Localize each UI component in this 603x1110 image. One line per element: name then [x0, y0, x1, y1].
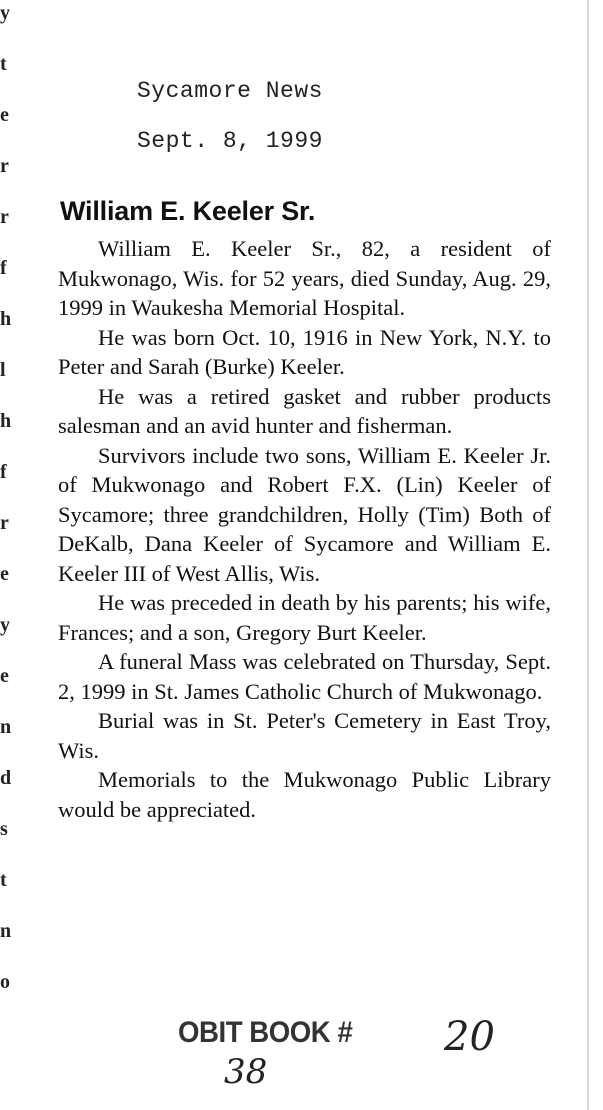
column-fragment-letter: r: [0, 155, 9, 177]
column-fragment-letter: s: [0, 818, 8, 840]
column-fragment-letter: n: [0, 920, 12, 942]
handwritten-page-number: 38: [224, 1052, 268, 1092]
column-fragment-letter: r: [0, 512, 9, 534]
column-fragment-letter: f: [0, 257, 7, 279]
publication-date: Sept. 8, 1999: [137, 128, 323, 154]
handwritten-book-number: 20: [444, 1014, 495, 1060]
paragraph-funeral-mass: A funeral Mass was celebrated on Thursday, Sept. 2, 1999 in St. James Catholic Church of Mukwonago.: [58, 649, 551, 704]
column-fragment-letter: y: [0, 614, 10, 636]
column-fragment-letter: l: [0, 359, 6, 381]
column-fragment-letter: n: [0, 716, 12, 738]
column-fragment-letter: t: [0, 53, 7, 75]
column-fragment-letter: o: [0, 971, 10, 993]
newspaper-source: Sycamore News: [137, 78, 323, 104]
column-fragment-letter: r: [0, 206, 9, 228]
paragraph-preceded-in-death: He was preceded in death by his parents; his wife, Frances; and a son, Gregory Burt Keeler.: [58, 590, 551, 645]
column-fragment-letter: h: [0, 308, 12, 330]
paragraph-birth: He was born Oct. 10, 1916 in New York, N.Y. to Peter and Sarah (Burke) Keeler.: [58, 324, 551, 379]
column-fragment-letter: y: [0, 2, 10, 24]
column-fragment-letter: f: [0, 461, 7, 483]
paragraph-survivors: Survivors include two sons, William E. Keeler Jr. of Mukwonago and Robert F.X. (Lin) Keeler of Sycamore; three grandchildren, Holly (Tim) Both of DeKalb, Dana Keeler of Sycamore and William E. Keeler III of West Allis, Wis.: [58, 442, 551, 586]
column-fragment-letter: h: [0, 410, 12, 432]
obit-book-stamp: OBIT BOOK #: [178, 1016, 353, 1049]
column-fragment-letter: e: [0, 563, 9, 585]
column-fragment-letter: t: [0, 869, 7, 891]
obituary-body: [58, 234, 551, 824]
column-fragment-letter: e: [0, 665, 9, 687]
paragraph-career: He was a retired gasket and rubber products salesman and an avid hunter and fisherman.: [58, 383, 551, 438]
obituary-headline: William E. Keeler Sr.: [60, 196, 316, 226]
clipping-edge-divider: [587, 0, 589, 1110]
paragraph-memorials: Memorials to the Mukwonago Public Library would be appreciated.: [58, 767, 551, 822]
paragraph-burial: Burial was in St. Peter's Cemetery in East Troy, Wis.: [58, 708, 551, 763]
column-fragment-letter: e: [0, 104, 9, 126]
paragraph-death-notice: William E. Keeler Sr., 82, a resident of Mukwonago, Wis. for 52 years, died Sunday, Aug. 29, 1999 in Waukesha Memorial Hospital.: [58, 236, 551, 320]
adjacent-column-fragment: [0, 0, 14, 1040]
column-fragment-letter: d: [0, 767, 12, 789]
